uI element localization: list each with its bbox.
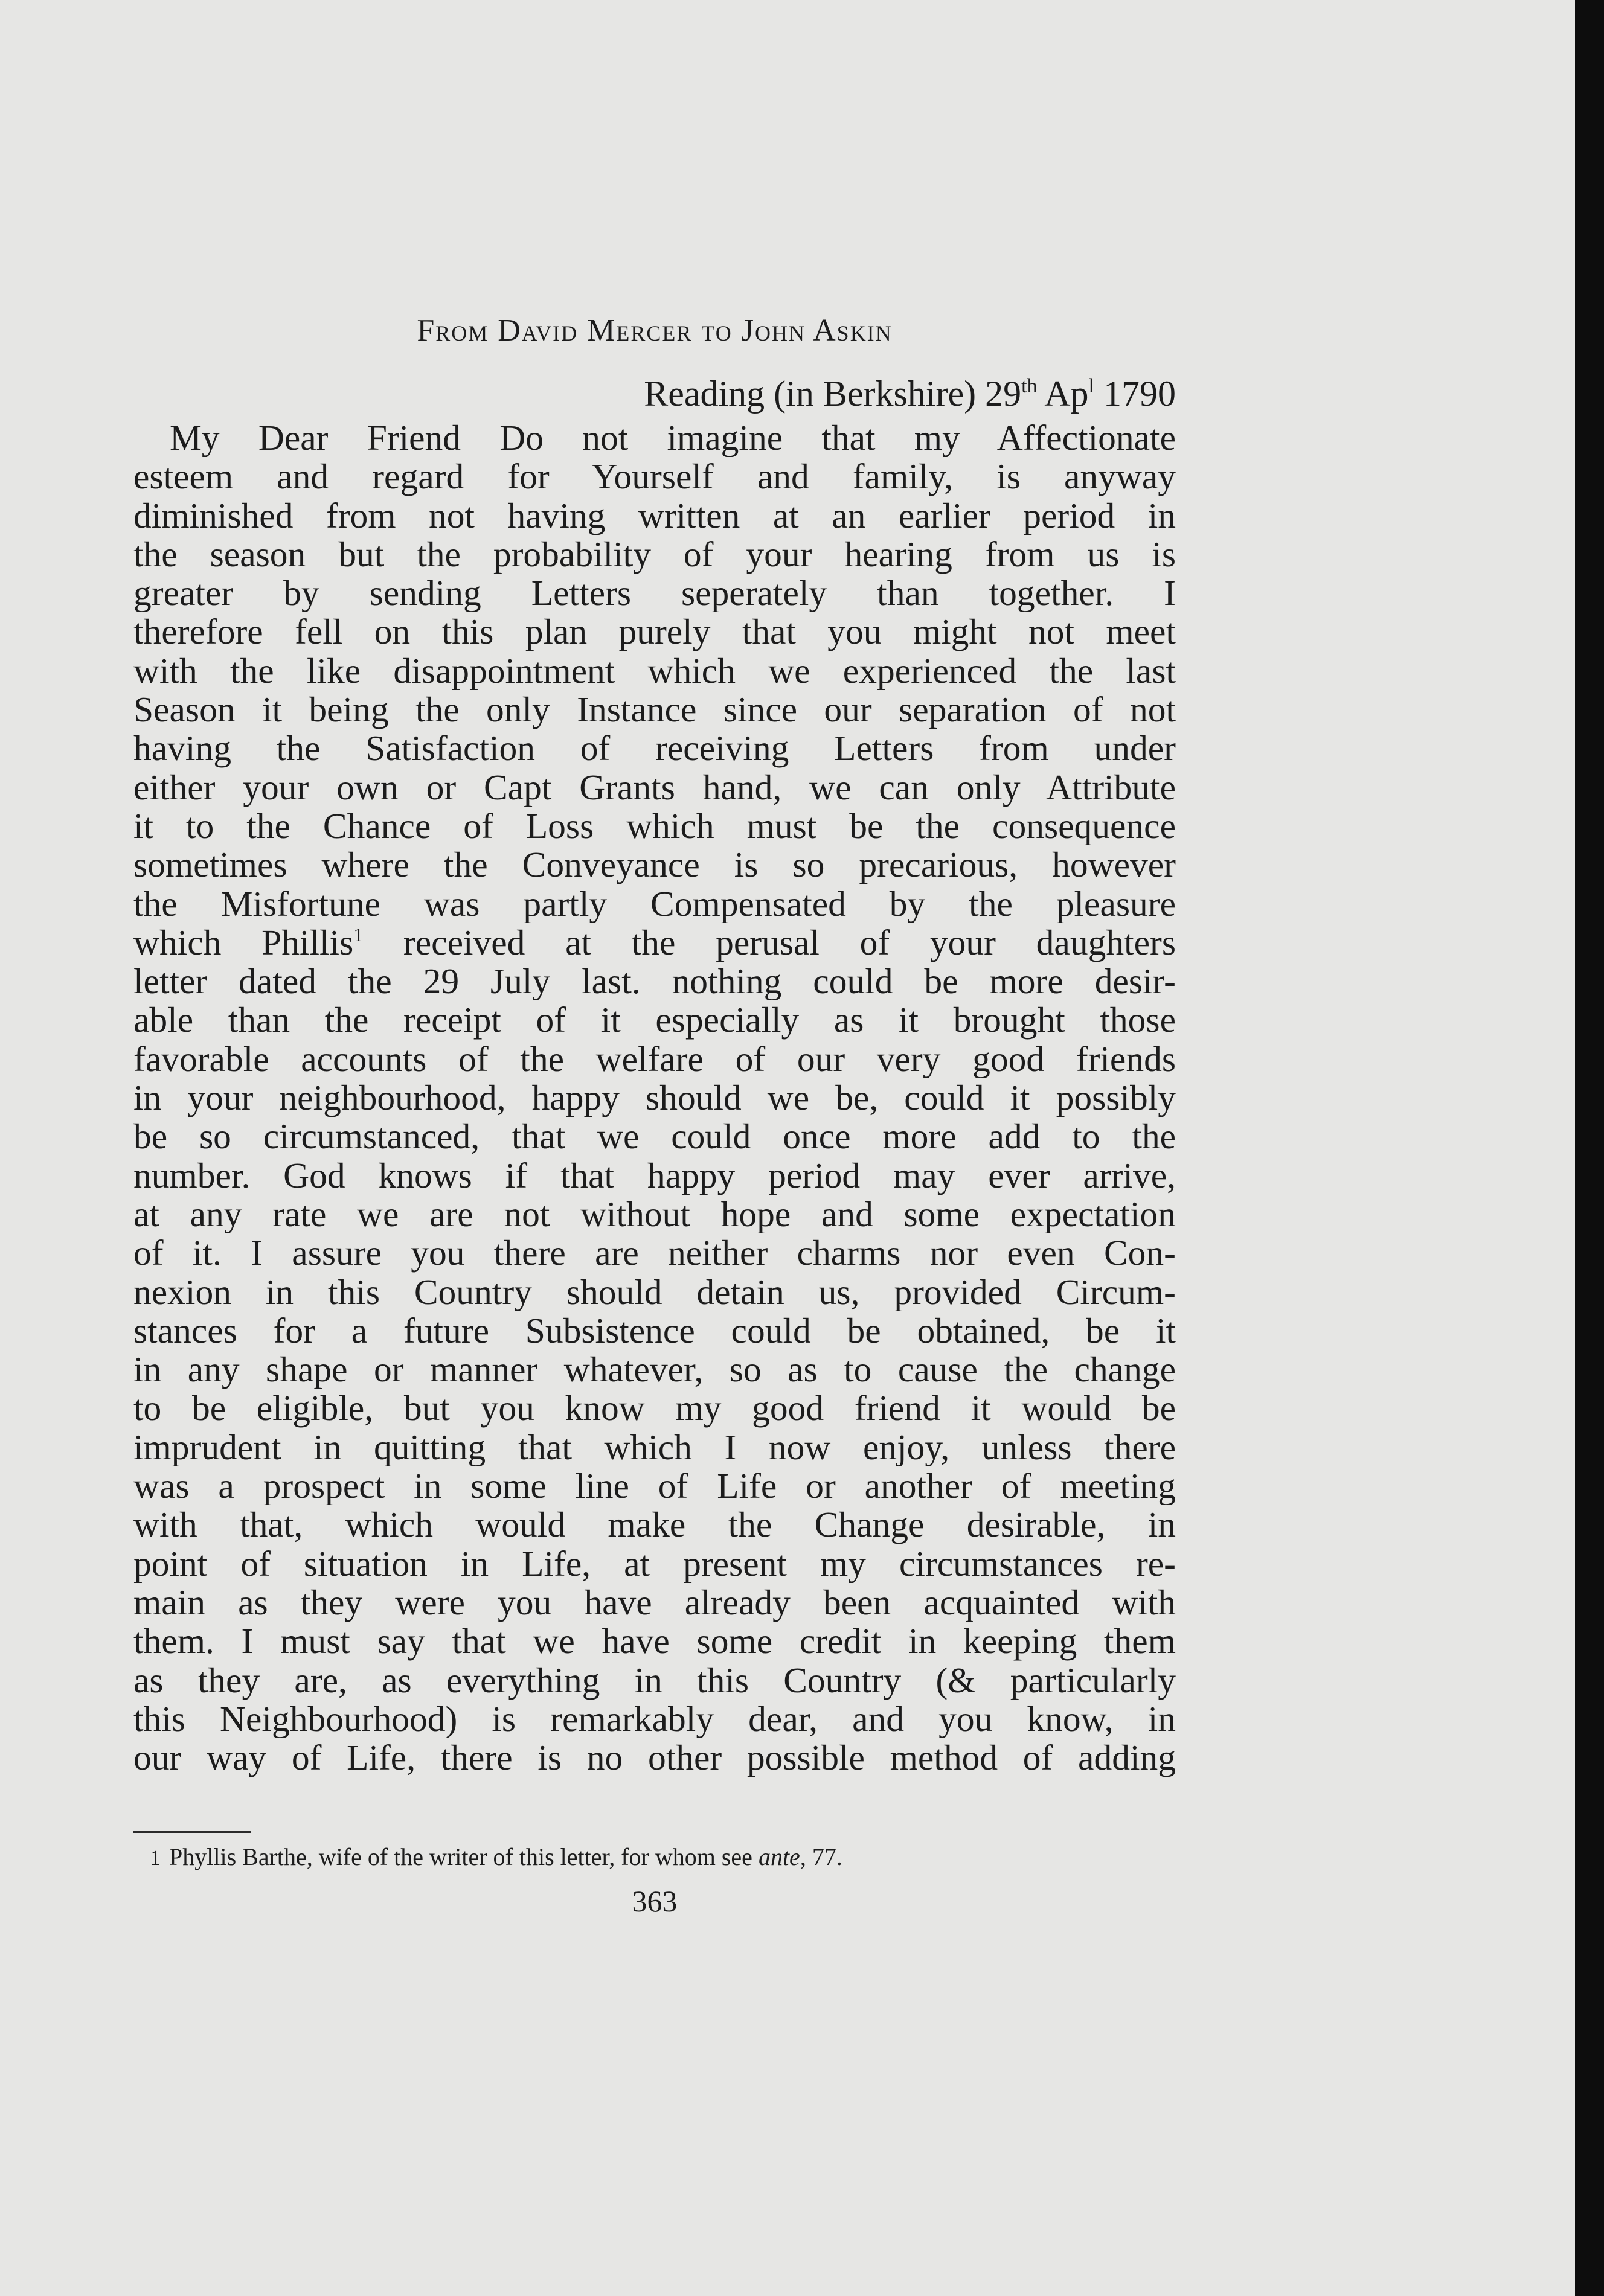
body-line-end: received at the perusal of your daughters: [363, 923, 1176, 962]
body-line: our way of Life, there is no other possible method of adding: [133, 1738, 1176, 1777]
body-line: them. I must say that we have some credit in keeping them: [133, 1622, 1176, 1661]
dateline-day-suffix: th: [1021, 375, 1038, 397]
letter-heading: From David Mercer to John Askin: [417, 313, 893, 348]
footnote-divider: [133, 1831, 251, 1833]
dateline-place: Reading (in Berkshire) 29: [644, 374, 1022, 414]
body-line: greater by sending Letters seperately than together. I: [133, 574, 1176, 613]
letter-dateline: [644, 373, 1176, 415]
body-line: sometimes where the Conveyance is so precarious, however: [133, 845, 1176, 884]
body-line: stances for a future Subsistence could be obtained, be it: [133, 1311, 1176, 1351]
dateline-year: 1790: [1094, 374, 1176, 414]
body-line: esteem and regard for Yourself and family, is anyway: [133, 457, 1176, 496]
body-line: with that, which would make the Change desirable, in: [133, 1505, 1176, 1544]
body-line: number. God knows if that happy period may ever arrive,: [133, 1156, 1176, 1195]
body-line: this Neighbourhood) is remarkably dear, and you know, in: [133, 1699, 1176, 1739]
body-line: with the like disappointment which we experienced the last: [133, 651, 1176, 691]
footnote-text: Phyllis Barthe, wife of the writer of this letter, for whom see: [169, 1843, 759, 1870]
dateline-month: Ap: [1037, 374, 1089, 414]
body-line: imprudent in quitting that which I now enjoy, unless there: [133, 1427, 1176, 1467]
body-line-start: which Phillis: [133, 923, 354, 962]
letter-body: [133, 418, 1176, 1777]
footnote-italic: ante: [758, 1843, 800, 1870]
body-line: either your own or Capt Grants hand, we can only Attribute: [133, 767, 1176, 807]
body-line: Season it being the only Instance since our separation of not: [133, 690, 1176, 729]
dateline-month-suffix: l: [1088, 375, 1094, 397]
body-line: of it. I assure you there are neither charms nor even Con-: [133, 1233, 1176, 1273]
body-line: as they are, as everything in this Country (& particularly: [133, 1660, 1176, 1700]
body-line: at any rate we are not without hope and some expectation: [133, 1194, 1176, 1234]
body-line: the Misfortune was partly Compensated by the pleasure: [133, 884, 1176, 923]
body-line: in your neighbourhood, happy should we be, could it possibly: [133, 1078, 1176, 1118]
body-line: therefore fell on this plan purely that you might not meet: [133, 612, 1176, 651]
body-line: it to the Chance of Loss which must be the consequence: [133, 806, 1176, 846]
body-line: was a prospect in some line of Life or another of meeting: [133, 1466, 1176, 1506]
footnote-marker: 1: [150, 1846, 161, 1870]
body-line: letter dated the 29 July last. nothing could be more desir-: [133, 962, 1176, 1001]
footnote-text-end: , 77.: [800, 1843, 842, 1870]
body-line: nexion in this Country should detain us, provided Circum-: [133, 1272, 1176, 1311]
body-line: favorable accounts of the welfare of our very good friends: [133, 1039, 1176, 1079]
footnote-reference[interactable]: 1: [353, 923, 364, 945]
body-line: be so circumstanced, that we could once more add to the: [133, 1117, 1176, 1156]
body-line: having the Satisfaction of receiving Letters from under: [133, 729, 1176, 768]
body-line: in any shape or manner whatever, so as to cause the change: [133, 1350, 1176, 1389]
body-line: diminished from not having written at an earlier period in: [133, 496, 1176, 535]
body-line: My Dear Friend Do not imagine that my Affectionate: [170, 418, 1176, 458]
body-line: the season but the probability of your hearing from us is: [133, 534, 1176, 574]
body-line: main as they were you have already been acquainted with: [133, 1582, 1176, 1622]
page-edge-shadow: [1575, 0, 1604, 2296]
page-number: 363: [632, 1884, 678, 1918]
body-line-with-footnote: [133, 923, 1176, 962]
footnote: [150, 1843, 842, 1871]
body-line: to be eligible, but you know my good friend it would be: [133, 1389, 1176, 1428]
body-line: able than the receipt of it especially as it brought those: [133, 1000, 1176, 1040]
body-line: point of situation in Life, at present my circumstances re-: [133, 1544, 1176, 1583]
